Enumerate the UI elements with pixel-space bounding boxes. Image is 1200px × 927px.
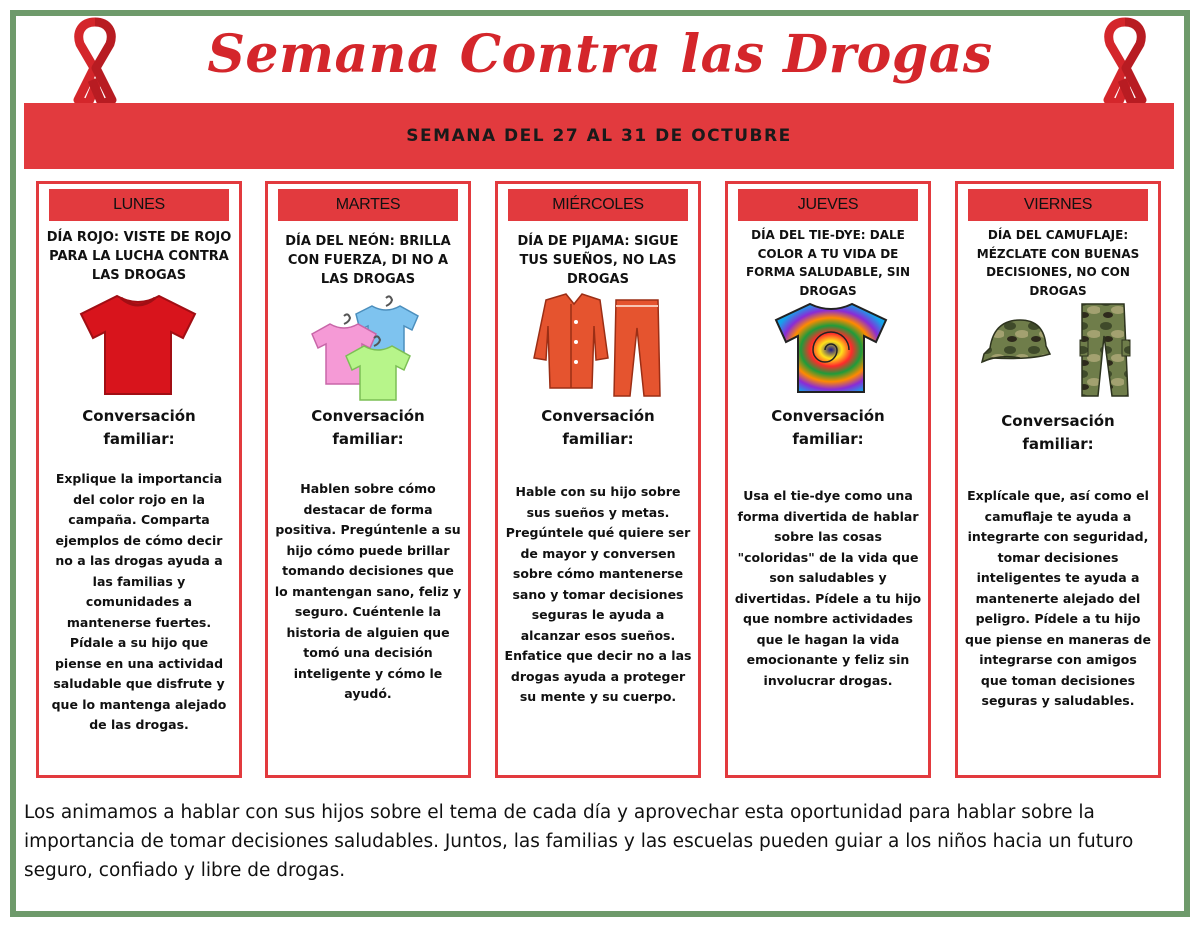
day-heading: VIERNES (968, 189, 1148, 221)
day-theme: DÍA DEL CAMUFLAJE: MÉZCLATE CON BUENAS DECISIONES, NO CON DROGAS (976, 228, 1140, 298)
day-heading: MIÉRCOLES (508, 189, 688, 221)
day-description: Explícale que, así como el camuflaje te ayuda a integrarte con seguridad, tomar decisiones inteligentes te ayuda a mantenerte alejado del peligro. Pídele a tu hijo que piense en maneras de integrarse con amigos que toman decisiones seguras y saludables. (965, 488, 1151, 708)
day-description: Explique la importancia del color rojo en la campaña. Comparta ejemplos de cómo decir no a las drogas ayuda a las familias y comunidades a mantenerse fuertes. Pídale a su hijo que piense en una actividad saludable que disfrute y que lo mantenga alejado de las drogas. (51, 471, 227, 732)
day-description: Hable con su hijo sobre sus sueños y metas. Pregúntele qué quiere ser de mayor y conversen sobre cómo mantenerse sano y tomar decisiones seguras le ayuda a alcanzar esos sueños. Enfatice que decir no a las drogas ayuda a proteger su mente y su cuerpo. (504, 484, 692, 704)
week-banner (24, 103, 1174, 169)
page-title: Semana Contra las Drogas (207, 24, 993, 85)
day-heading: MARTES (278, 189, 458, 221)
week-banner-text: SEMANA DEL 27 AL 31 DE OCTUBRE (406, 126, 792, 146)
day-theme: DÍA DEL TIE-DYE: DALE COLOR A TU VIDA DE FORMA SALUDABLE, SIN DROGAS (745, 228, 911, 298)
tie-dye-shirt-icon (772, 300, 890, 396)
day-theme: DÍA DEL NEÓN: BRILLA CON FUERZA, DI NO A LAS DROGAS (285, 234, 451, 287)
pajama-icon (524, 292, 664, 400)
neon-shirts-icon (306, 294, 426, 402)
day-card-lunes (36, 181, 242, 778)
conversation-label: Conversación familiar: (771, 407, 885, 448)
day-description: Usa el tie-dye como una forma divertida de hablar sobre las cosas "coloridas" de la vida que son saludables y divertidas. Pídele a tu hijo que nombre actividades que le hagan la vida emocionante y feliz sin involucrar drogas. (734, 488, 922, 688)
camouflage-icon (980, 296, 1144, 400)
day-heading: JUEVES (738, 189, 918, 221)
day-description: Hablen sobre cómo destacar de forma positiva. Pregúntenle a su hijo cómo puede brillar tomando decisiones que lo mantengan sano, feliz y seguro. Cuéntenle la historia de alguien que tomó una decisión inteligente y cómo le ayudó. (274, 481, 462, 701)
day-card-viernes (955, 181, 1161, 778)
day-card-martes (265, 181, 471, 778)
day-card-jueves (725, 181, 931, 778)
conversation-label: Conversación familiar: (1001, 412, 1115, 453)
conversation-label: Conversación familiar: (541, 407, 655, 448)
conversation-label: Conversación familiar: (311, 407, 425, 448)
day-theme: DÍA ROJO: VISTE DE ROJO PARA LA LUCHA CONTRA LAS DROGAS (46, 230, 232, 283)
day-card-miercoles (495, 181, 701, 778)
day-heading: LUNES (49, 189, 229, 221)
day-theme: DÍA DE PIJAMA: SIGUE TUS SUEÑOS, NO LAS DROGAS (517, 234, 679, 287)
closing-paragraph: Los animamos a hablar con sus hijos sobre el tema de cada día y aprovechar esta oportunidad para hablar sobre la importancia de tomar decisiones saludables. Juntos, las familias y las escuelas pueden guiar a los niños hacia un futuro seguro, confiado y libre de drogas. (24, 802, 1134, 881)
red-tshirt-icon (77, 290, 199, 398)
conversation-label: Conversación familiar: (82, 407, 196, 448)
